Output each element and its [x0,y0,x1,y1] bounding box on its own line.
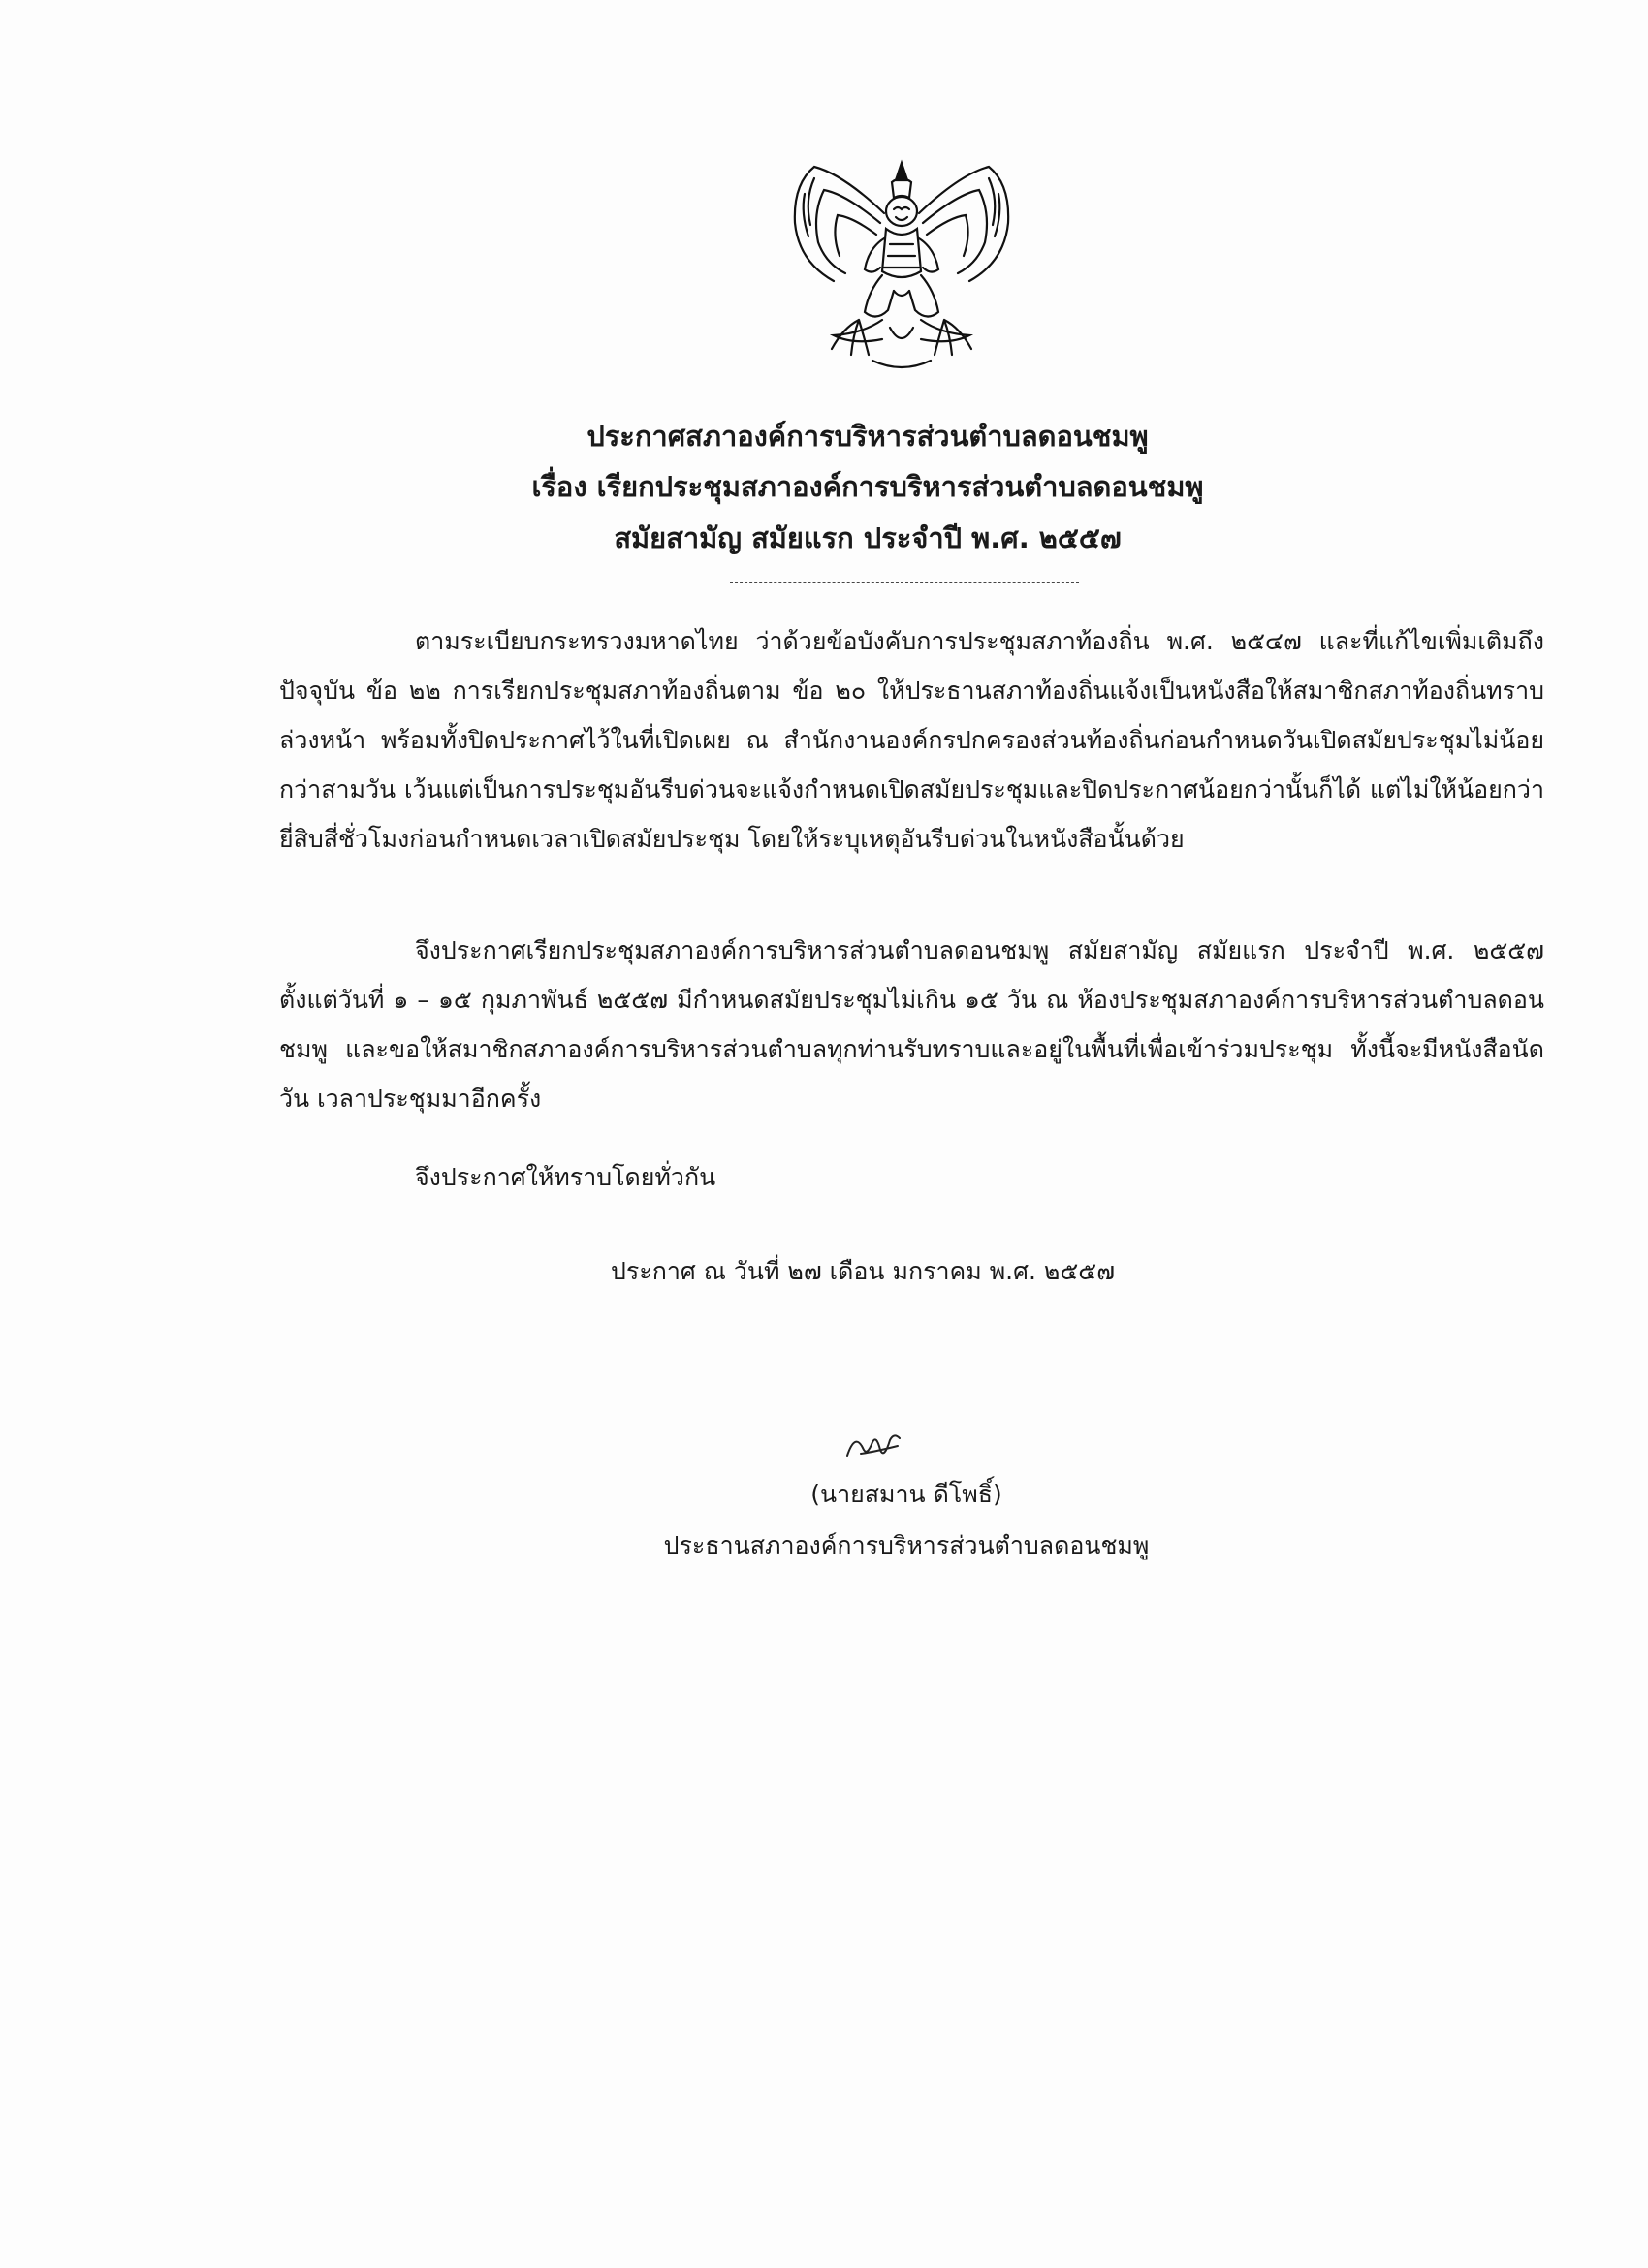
announcement-date: ประกาศ ณ วันที่ ๒๗ เดือน มกราคม พ.ศ. ๒๕๕๗ [611,1257,1116,1285]
announcement-subject: เรื่อง เรียกประชุมสภาองค์การบริหารส่วนตำบลดอนชมพู [531,470,1204,503]
closing-statement: จึงประกาศให้ทราบโดยทั่วกัน [415,1163,716,1191]
handwritten-signature [841,1427,909,1465]
body-paragraph-regulation: ตามระเบียบกระทรวงมหาดไทย ว่าด้วยข้อบังคับการประชุมสภาท้องถิ่น พ.ศ. ๒๕๔๗ และที่แก้ไขเพิ่มเติมถึงปัจจุบัน ข้อ ๒๒ การเรียกประชุมสภาท้องถิ่นตาม ข้อ ๒๐ ให้ประธานสภาท้องถิ่นแจ้งเป็นหนังสือให้สมาชิกสภาท้องถิ่นทราบล่วงหน้า พร้อมทั้งปิดประกาศไว้ในที่เปิดเผย ณ สำนักงานองค์กรปกครองส่วนท้องถิ่นก่อนกำหนดวันเปิดสมัยประชุมไม่น้อยกว่าสามวัน เว้นแต่เป็นการประชุมอันรีบด่วนจะแจ้งกำหนดเปิดสมัยประชุมและปิดประกาศน้อยกว่านั้นก็ได้ แต่ไม่ให้น้อยกว่ายี่สิบสี่ชั่วโมงก่อนกำหนดเวลาเปิดสมัยประชุม โดยให้ระบุเหตุอันรีบด่วนในหนังสือนั้นด้วย [279,627,1544,853]
body-paragraph-meeting-call: จึงประกาศเรียกประชุมสภาองค์การบริหารส่วนตำบลดอนชมพู สมัยสามัญ สมัยแรก ประจำปี พ.ศ. ๒๕๕๗ ตั้งแต่วันที่ ๑ – ๑๕ กุมภาพันธ์ ๒๕๕๗ มีกำหนดสมัยประชุมไม่เกิน ๑๕ วัน ณ ห้องประชุมสภาองค์การบริหารส่วนตำบลดอนชมพู และขอให้สมาชิกสภาองค์การบริหารส่วนตำบลทุกท่านรับทราบและอยู่ในพื้นที่เพื่อเข้าร่วมประชุม ทั้งนี้จะมีหนังสือนัดวัน เวลาประชุมมาอีกครั้ง [279,936,1544,1113]
announcement-title: ประกาศสภาองค์การบริหารส่วนตำบลดอนชมพู [586,420,1149,453]
garuda-emblem-icon [776,155,1028,378]
signer-name: (นายสมาน ดีโพธิ์) [810,1480,1002,1508]
announcement-session: สมัยสามัญ สมัยแรก ประจำปี พ.ศ. ๒๕๕๗ [614,521,1122,554]
signer-title: ประธานสภาองค์การบริหารส่วนตำบลดอนชมพู [663,1531,1150,1559]
title-divider [730,582,1079,583]
